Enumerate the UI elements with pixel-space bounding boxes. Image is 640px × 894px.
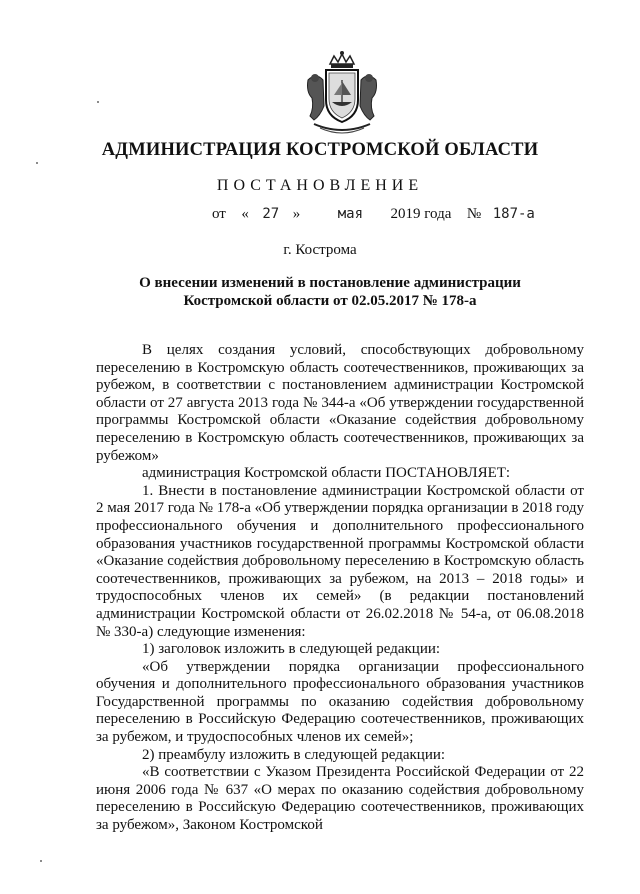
quote-close: » [292, 206, 301, 222]
body-paragraph: 1. Внести в постановление администрации Костромской области от 2 мая 2017 года № 178-а «Об утверждении порядка организации в 2018 году профессионального обучения и дополнительного профессионального образования участников государственной программы Костромской области «Оказание содействия добровольному переселению в Костромскую область соотечественников, проживающих за рубежом, на 2013 – 2018 годы» и трудоспособных членов их семей» (в редакции постановлений администрации Костромской области от 26.02.2018 № 54-а, от 06.08.2018 № 330-а) следующие изменения: [96, 482, 584, 640]
subject-line-1: О внесении изменений в постановление администрации [139, 275, 521, 291]
quote-open: « [241, 206, 249, 222]
date-day: 27 [262, 206, 280, 222]
body-paragraph: администрация Костромской области ПОСТАНОВЛЯЕТ: [142, 465, 511, 482]
date-year: 2019 года [390, 206, 452, 222]
scan-speck [97, 101, 99, 103]
document-subject [120, 274, 540, 310]
coat-of-arms-icon [296, 50, 388, 138]
date-line [212, 206, 535, 223]
scan-speck [36, 162, 38, 164]
date-month: мая [337, 206, 364, 222]
subject-line-2: Костромской области от 02.05.2017 № 178-а [183, 293, 477, 309]
body-paragraph: «В соответствии с Указом Президента Российской Федерации от 22 июня 2006 года № 637 «О мерах по оказанию содействия добровольному переселению в Российскую Федерацию соотечественников, проживающих за рубежом», Законом Костромской [96, 764, 584, 834]
document-number: 187-а [492, 206, 535, 222]
document-type: ПОСТАНОВЛЕНИЕ [216, 177, 424, 194]
body-paragraph: В целях создания условий, способствующих добровольному переселению в Костромскую область соотечественников, проживающих за рубежом, в соответствии с постановлением администрации Костромской области от 27 августа 2013 года № 344-а «Об утверждении государственной программы Костромской области «Оказание содействия добровольному переселению в Костромскую область соотечественников, проживающих за рубежом» [96, 342, 584, 464]
number-sign: № [466, 206, 482, 222]
body-paragraph: «Об утверждении порядка организации профессионального обучения и дополнительного профессионального образования участников Государственной программы по оказанию содействия добровольному переселению в Российскую Федерацию соотечественников, проживающих за рубежом, и трудоспособных членов их семей»; [96, 658, 584, 746]
organization-title: АДМИНИСТРАЦИЯ КОСТРОМСКОЙ ОБЛАСТИ [101, 140, 539, 160]
date-from-label: от [212, 206, 226, 222]
scan-speck [40, 860, 42, 862]
body-paragraph: 2) преамбулу изложить в следующей редакции: [142, 746, 446, 763]
city: г. Кострома [283, 242, 357, 258]
body-paragraph: 1) заголовок изложить в следующей редакции: [142, 641, 441, 658]
document-body [96, 342, 584, 835]
